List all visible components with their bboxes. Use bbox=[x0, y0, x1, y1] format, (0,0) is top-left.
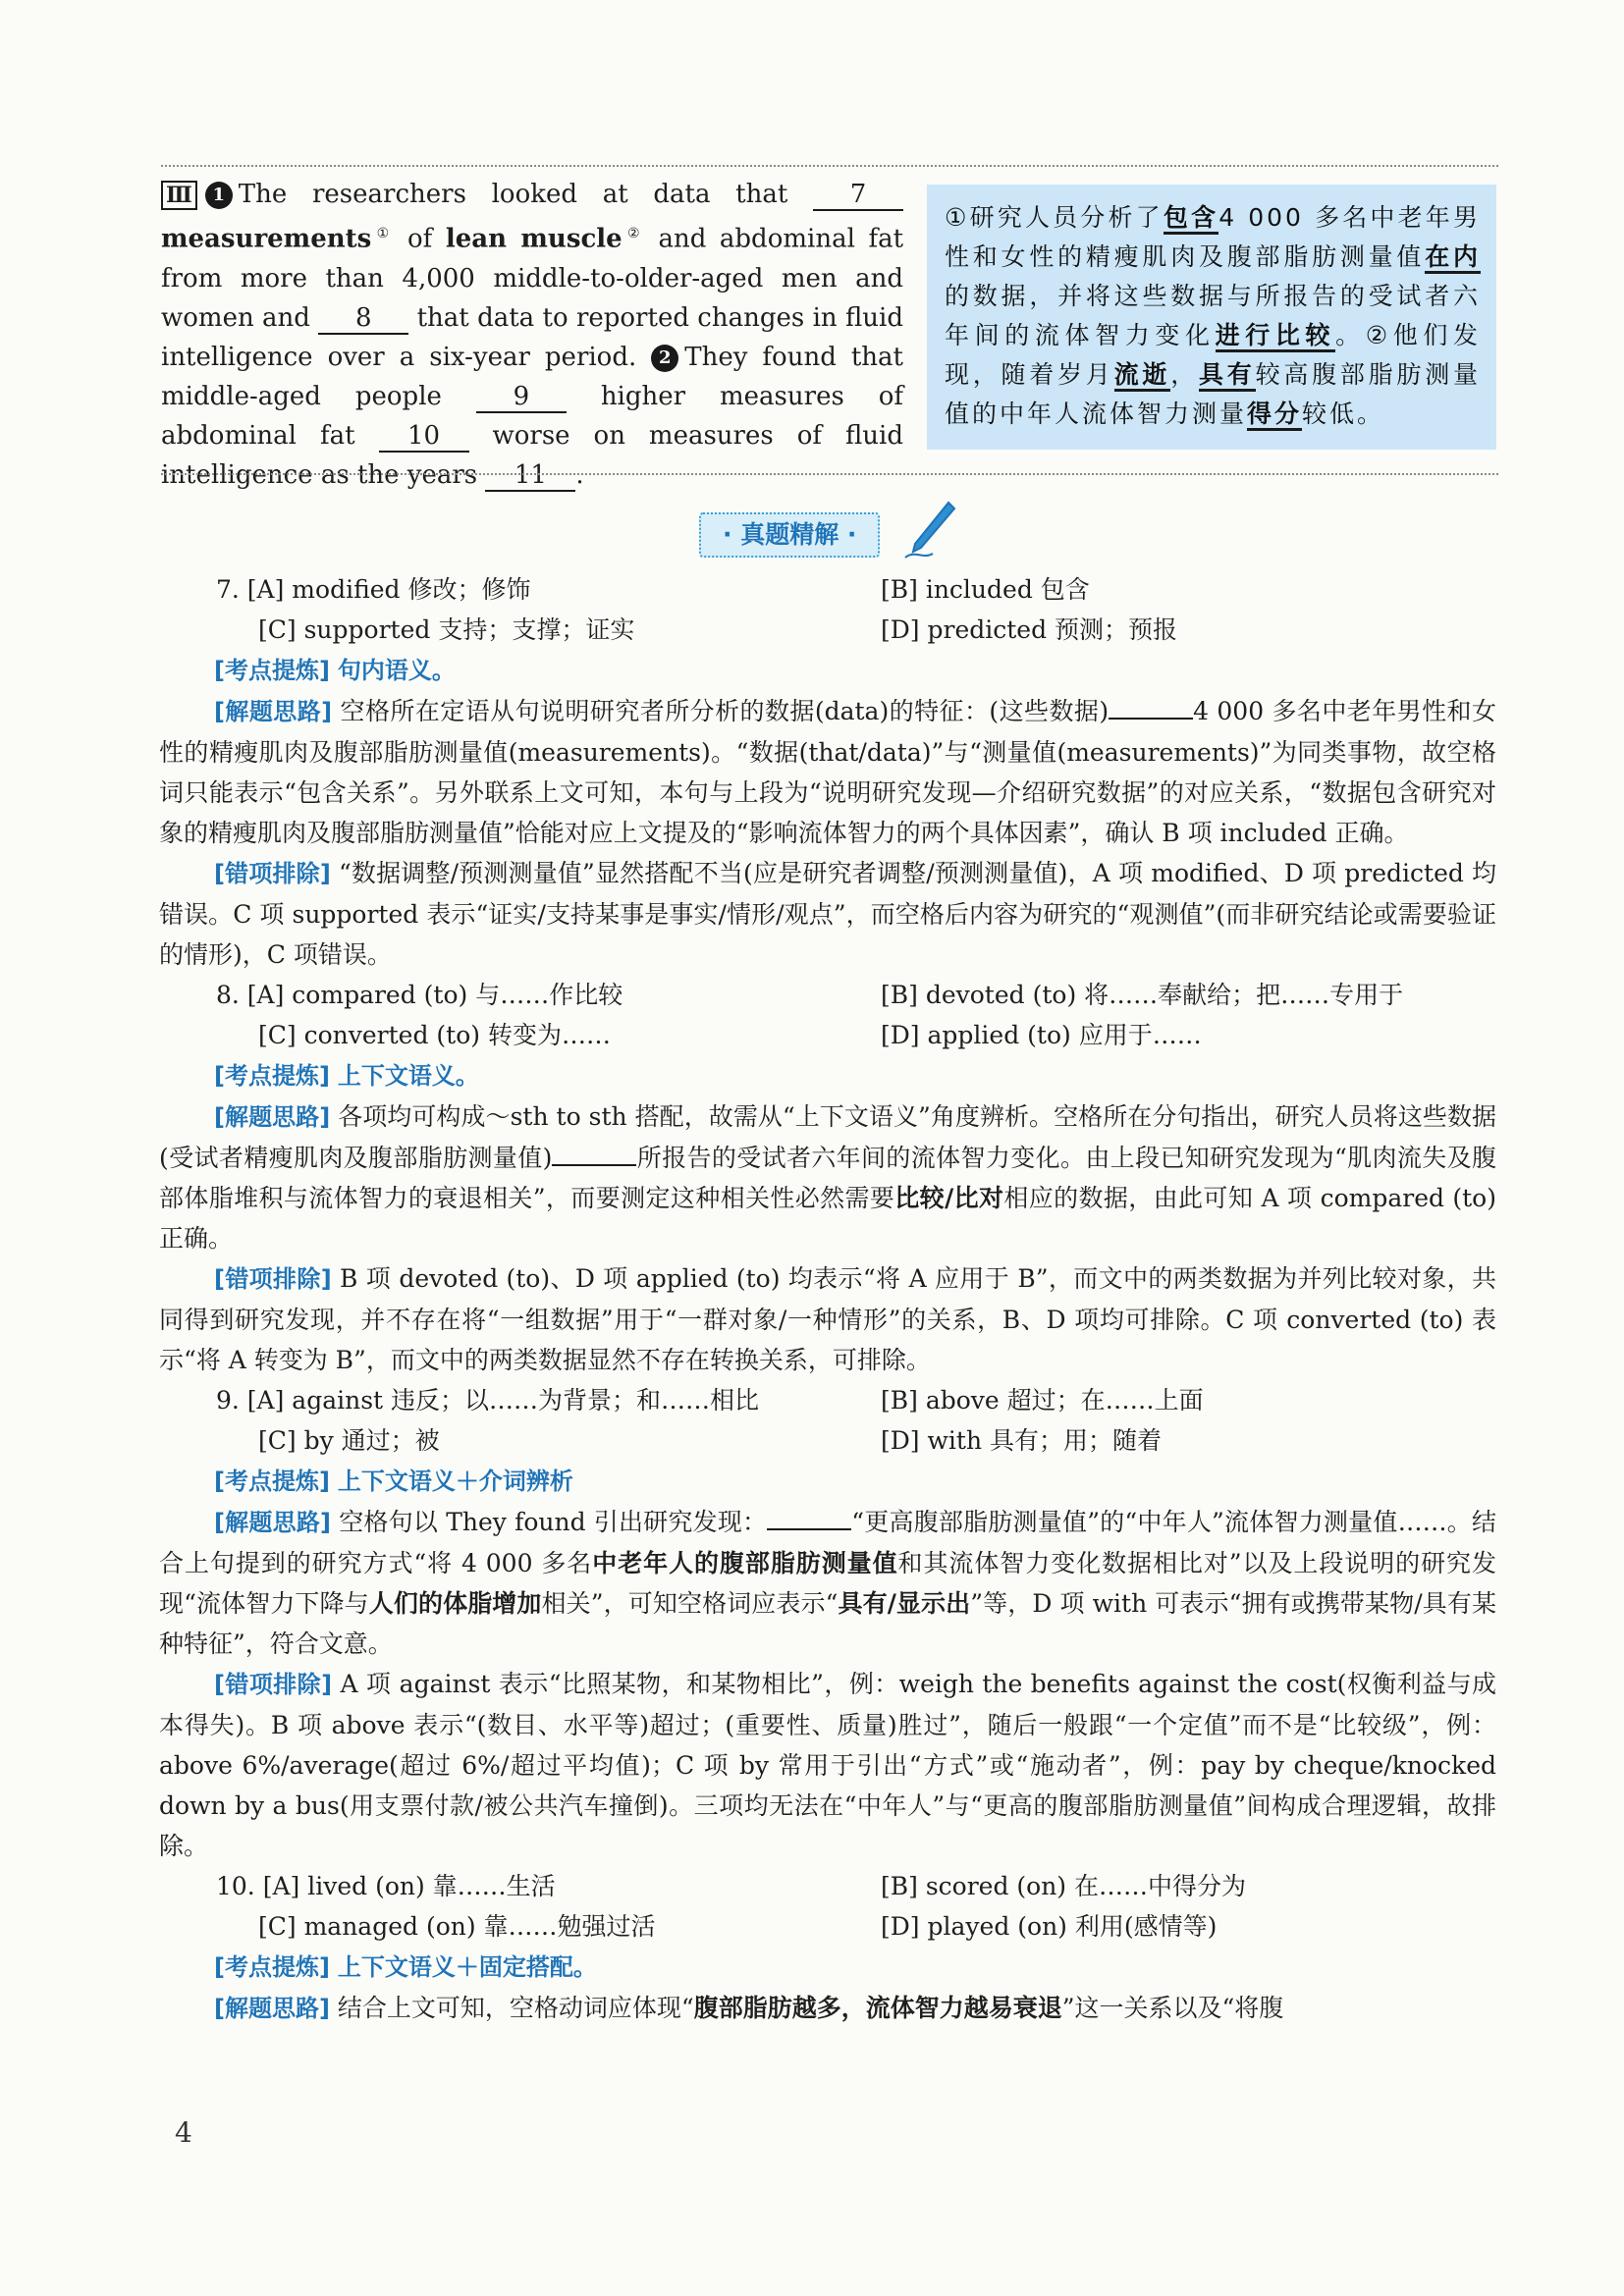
option-c: [C] converted (to) 转变为…… bbox=[258, 1021, 611, 1049]
option-c: [C] supported 支持；支撑；证实 bbox=[258, 615, 635, 644]
translation-text: ， bbox=[1170, 360, 1199, 389]
solution-tag: [解题思路] bbox=[214, 1509, 332, 1536]
wrong-option-text: “数据调整/预测测量值”显然搭配不当(应是研究者调整/预测测量值)，A 项 modified、D 项 predicted 均错误。C 项 supported 表示“证实/支持某事是事实/情形/观点”，而空格后内容为研究的“观测值”(而非研究结论或需要验证的情形)，C 项错误。 bbox=[159, 859, 1496, 969]
blank-8: 8 bbox=[318, 303, 408, 335]
solution-text: 空格句以 They found 引出研究发现： bbox=[339, 1508, 768, 1536]
translation-text: ①研究人员分析了 bbox=[945, 203, 1164, 232]
key-point-tag: [考点提炼] bbox=[214, 1062, 330, 1090]
translation-highlight: 进行比较 bbox=[1216, 321, 1335, 352]
passage-text: . bbox=[575, 459, 584, 490]
translation-text: 较高腹部脂肪测量值的中年人流体智力测量 bbox=[945, 360, 1481, 428]
inline-blank bbox=[552, 1143, 636, 1166]
wrong-option-tag: [错项排除] bbox=[214, 1265, 332, 1293]
passage-text: and abdominal fat from more than 4,000 middle-to-older-aged men and women and bbox=[161, 224, 904, 333]
passage-text: worse on measures of fluid intelligence as the years bbox=[161, 420, 903, 490]
translation-text: 的数据，并将这些数据与所报告的受试者六年间的流体智力变化 bbox=[945, 282, 1481, 349]
solution-tag: [解题思路] bbox=[214, 1103, 331, 1131]
translation-highlight: 得分 bbox=[1247, 400, 1302, 431]
footnote-marker: ① bbox=[371, 226, 395, 241]
pen-icon bbox=[903, 499, 958, 561]
option-row bbox=[159, 1906, 1496, 1947]
option-b: [B] devoted (to) 将……奉献给；把……专用于 bbox=[881, 981, 1404, 1009]
option-c: [C] managed (on) 靠……勉强过活 bbox=[258, 1912, 656, 1941]
key-point bbox=[159, 650, 1496, 691]
passage-text: The researchers looked at data that bbox=[238, 180, 788, 209]
key-point-tag: [考点提炼] bbox=[214, 1468, 330, 1495]
option-row bbox=[159, 1380, 1496, 1420]
solution-bold-text: 比较/比对 bbox=[894, 1184, 1004, 1212]
option-a: 8. [A] compared (to) 与……作比较 bbox=[216, 981, 623, 1009]
wrong-option-text: B 项 devoted (to)、D 项 applied (to) 均表示“将 A 应用于 B”，而文中的两类数据为并列比较对象，共同得到研究发现，并不存在将“一组数据”用于“一群对象/一种情形”的关系，B、D 项均可排除。C 项 converted (to) 表示“将 A 转变为 B”，而文中的两类数据显然不存在转换关系，可排除。 bbox=[159, 1264, 1496, 1374]
key-point-text: 上下文语义＋介词辨析 bbox=[337, 1468, 573, 1495]
translation-text: 4 000 多名中老年男性和女性的精瘦肌肉及腹部脂肪测量值 bbox=[945, 203, 1481, 271]
wrong-option-text: A 项 against 表示“比照某物，和某物相比”，例：weigh the benefits against the cost(权衡利益与成本得失)。B 项 above 表示“(数目、水平等)超过；(重要性、质量)胜过”，随后一般跟“一个定值”而不是“比较级”，例：above 6%/average(超过 6%/超过平均值)；C 项 by 常用于引出“方式”或“施动者”，例：pay by cheque/knocked down by a bus(用支票付款/被公共汽车撞倒)。三项均无法在“中年人”与“更高的腹部脂肪测量值”间构成合理逻辑，故排除。 bbox=[159, 1670, 1496, 1860]
solution-approach bbox=[159, 1502, 1496, 1664]
inline-blank bbox=[1109, 696, 1193, 720]
answer-explanations bbox=[159, 569, 1496, 2029]
solution-approach bbox=[159, 1096, 1496, 1258]
key-point bbox=[159, 1055, 1496, 1096]
solution-approach bbox=[159, 691, 1496, 853]
passage-text: They found that middle-aged people bbox=[161, 342, 903, 411]
option-d: [D] predicted 预测；预报 bbox=[881, 615, 1178, 644]
wrong-option-tag: [错项排除] bbox=[214, 860, 331, 887]
passage-text: higher measures of abdominal fat bbox=[161, 381, 904, 451]
vocab-term: lean muscle bbox=[445, 224, 623, 254]
inline-blank bbox=[767, 1507, 851, 1530]
solution-bold-text: 中老年人的腹部脂肪测量值 bbox=[592, 1549, 898, 1577]
footnote-marker: ② bbox=[622, 226, 645, 241]
translation-text: 。②他们发现，随着岁月 bbox=[945, 321, 1481, 389]
option-b: [B] included 包含 bbox=[881, 575, 1090, 604]
translation-highlight: 包含 bbox=[1164, 203, 1218, 235]
translation-highlight: 流逝 bbox=[1114, 360, 1171, 392]
solution-bold-text: 人们的体脂增加 bbox=[368, 1589, 542, 1618]
option-a: 9. [A] against 违反；以……为背景；和……相比 bbox=[216, 1386, 760, 1415]
page-number: 4 bbox=[175, 2116, 192, 2149]
option-a: 7. [A] modified 修改；修饰 bbox=[216, 575, 531, 604]
option-row bbox=[159, 975, 1496, 1015]
section-banner: · 真题精解 · bbox=[699, 512, 880, 558]
solution-text: ”等，D 项 with 可表示“拥有或携带某物/具有某种特征”，符合文意。 bbox=[159, 1589, 1496, 1658]
solution-tag: [解题思路] bbox=[214, 1995, 330, 2022]
solution-text: 相应的数据，由此可知 A 项 compared (to) 正确。 bbox=[159, 1184, 1496, 1253]
key-point-text: 上下文语义＋固定搭配。 bbox=[337, 1953, 597, 1981]
option-row bbox=[159, 569, 1496, 610]
option-row bbox=[159, 1420, 1496, 1461]
option-row bbox=[159, 1015, 1496, 1055]
solution-approach bbox=[159, 1988, 1496, 2029]
sentence-1-marker: 1 bbox=[205, 182, 233, 209]
solution-text: 各项均可构成～sth to sth 搭配，故需从“上下文语义”角度辨析。空格所在分句指出，研究人员将这些数据(受试者精瘦肌肉及腹部脂肪测量值) bbox=[159, 1102, 1496, 1172]
option-d: [D] applied (to) 应用于…… bbox=[881, 1021, 1202, 1049]
solution-bold-text: 腹部脂肪越多，流体智力越易衰退 bbox=[693, 1994, 1062, 2022]
vocab-term: measurements bbox=[161, 224, 372, 254]
option-b: [B] scored (on) 在……中得分为 bbox=[881, 1872, 1247, 1900]
wrong-option-analysis bbox=[159, 1664, 1496, 1866]
translation-highlight: 在内 bbox=[1425, 242, 1481, 274]
key-point bbox=[159, 1947, 1496, 1988]
passage-text: that data to reported changes in fluid intelligence over a six-year period. bbox=[161, 302, 904, 372]
translation-text: 较低。 bbox=[1302, 400, 1385, 428]
bottom-dotted-divider bbox=[161, 473, 1498, 475]
passage-text: of bbox=[407, 224, 433, 254]
reading-passage bbox=[161, 175, 903, 495]
solution-text: “更高腹部脂肪测量值”的“中年人”流体智力测量值……。结合上句提到的研究方式“将 4 000 多名 bbox=[159, 1508, 1496, 1577]
wrong-option-tag: [错项排除] bbox=[214, 1671, 333, 1698]
blank-7: 7 bbox=[813, 180, 903, 211]
option-d: [D] played (on) 利用(感情等) bbox=[881, 1912, 1218, 1941]
solution-text: 和其流体智力变化数据相比对”以及上段说明的研究发现“流体智力下降与 bbox=[159, 1549, 1496, 1618]
solution-bold-text: 具有/显示出 bbox=[838, 1589, 971, 1618]
solution-text: 4 000 多名中老年男性和女性的精瘦肌肉及腹部脂肪测量值(measurements)。“数据(that/data)”与“测量值(measurements)”为同类事物，故空格词只能表示“包含关系”。另外联系上文可知，本句与上段为“说明研究发现—介绍研究数据”的对应关系，“数据包含研究对象的精瘦肌肉及腹部脂肪测量值”恰能对应上文提及的“影响流体智力的两个具体因素”，确认 B 项 included 正确。 bbox=[159, 697, 1496, 847]
sentence-2-marker: 2 bbox=[651, 345, 678, 372]
translation-box bbox=[927, 185, 1496, 450]
translation-highlight: 具有 bbox=[1199, 360, 1256, 392]
solution-tag: [解题思路] bbox=[214, 698, 333, 725]
option-a: 10. [A] lived (on) 靠……生活 bbox=[216, 1872, 556, 1900]
solution-text: 所报告的受试者六年间的流体智力变化。由上段已知研究发现为“肌肉流失及腹部体脂堆积与流体智力的衰退相关”，而要测定这种相关性必然需要 bbox=[159, 1144, 1496, 1212]
solution-text: 结合上文可知，空格动词应体现“ bbox=[337, 1994, 694, 2022]
solution-text: 相关”，可知空格词应表示“ bbox=[541, 1589, 839, 1618]
top-dotted-divider bbox=[161, 165, 1498, 167]
key-point-tag: [考点提炼] bbox=[214, 1953, 330, 1981]
blank-9: 9 bbox=[476, 382, 567, 413]
option-b: [B] above 超过；在……上面 bbox=[881, 1386, 1204, 1415]
key-point-tag: [考点提炼] bbox=[214, 657, 330, 684]
key-point-text: 句内语义。 bbox=[337, 657, 456, 684]
blank-10: 10 bbox=[379, 421, 469, 453]
option-row bbox=[159, 1866, 1496, 1906]
option-row bbox=[159, 610, 1496, 650]
key-point bbox=[159, 1461, 1496, 1502]
key-point-text: 上下文语义。 bbox=[337, 1062, 479, 1090]
solution-text: ”这一关系以及“将腹 bbox=[1061, 1994, 1284, 2022]
option-c: [C] by 通过；被 bbox=[258, 1426, 440, 1455]
section-number: Ⅲ bbox=[161, 181, 197, 210]
option-d: [D] with 具有；用；随着 bbox=[881, 1426, 1162, 1455]
wrong-option-analysis bbox=[159, 1258, 1496, 1380]
solution-text: 空格所在定语从句说明研究者所分析的数据(data)的特征：(这些数据) bbox=[340, 697, 1110, 725]
blank-11: 11 bbox=[485, 460, 575, 492]
wrong-option-analysis bbox=[159, 853, 1496, 975]
